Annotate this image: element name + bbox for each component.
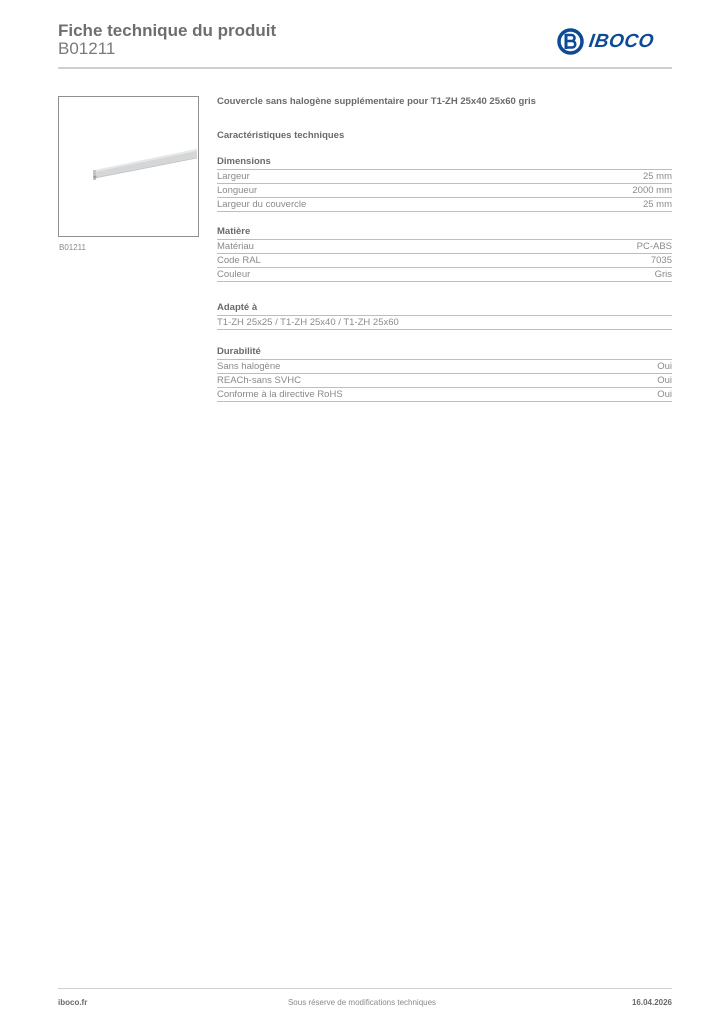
spec-value: 25 mm (642, 199, 672, 210)
section-dimensions (217, 156, 672, 212)
product-code: B01211 (58, 39, 116, 58)
spec-label: Longueur (217, 185, 258, 196)
spec-label: Largeur du couvercle (217, 199, 307, 210)
iboco-logo-icon (557, 28, 584, 55)
section-adapte (217, 302, 672, 330)
spec-label: Code RAL (217, 255, 261, 266)
spec-label: Matériau (217, 241, 254, 252)
footer-disclaimer: Sous réserve de modifications techniques (287, 998, 437, 1007)
spec-label: Conforme à la directive RoHS (217, 389, 343, 400)
section-title: Matière (217, 226, 672, 240)
spec-row (217, 170, 672, 184)
product-image (58, 96, 199, 237)
spec-row (217, 254, 672, 268)
footer-divider (58, 988, 672, 989)
spec-row (217, 374, 672, 388)
product-name: Couvercle sans halogène supplémentaire pour T1-ZH 25x40 25x60 gris (217, 96, 536, 107)
section-durabilite (217, 346, 672, 402)
spec-value: 25 mm (642, 171, 672, 182)
spec-row (217, 240, 672, 254)
spec-label: Couleur (217, 269, 251, 280)
spec-row (217, 198, 672, 212)
footer-website: iboco.fr (58, 998, 88, 1007)
spec-row (217, 268, 672, 282)
section-title: Dimensions (217, 156, 672, 170)
spec-value: Oui (657, 361, 672, 372)
spec-value: Oui (657, 389, 672, 400)
header-divider (58, 67, 672, 69)
section-title: Adapté à (217, 302, 672, 316)
spec-value: 2000 mm (632, 185, 672, 196)
spec-label: T1-ZH 25x25 / T1-ZH 25x40 / T1-ZH 25x60 (217, 317, 399, 328)
brand-logo (557, 28, 654, 55)
footer-date: 16.04.2026 (631, 998, 672, 1007)
logo-text: IBOCO (587, 30, 656, 52)
spec-value: Gris (654, 269, 672, 280)
spec-row (217, 388, 672, 402)
page-title: Fiche technique du produit (58, 21, 277, 40)
spec-label: Sans halogène (217, 361, 281, 372)
spec-label: REACh-sans SVHC (217, 375, 301, 386)
section-matiere (217, 226, 672, 282)
spec-label: Largeur (217, 171, 250, 182)
spec-value: 7035 (650, 255, 672, 266)
spec-row (217, 316, 672, 330)
spec-value: PC-ABS (636, 241, 672, 252)
section-title: Durabilité (217, 346, 672, 360)
spec-row (217, 360, 672, 374)
cover-profile-icon (59, 97, 198, 236)
spec-value: Oui (657, 375, 672, 386)
image-caption: B01211 (59, 243, 86, 252)
spec-content (217, 96, 672, 402)
spec-row (217, 184, 672, 198)
specs-heading: Caractéristiques techniques (217, 130, 345, 141)
